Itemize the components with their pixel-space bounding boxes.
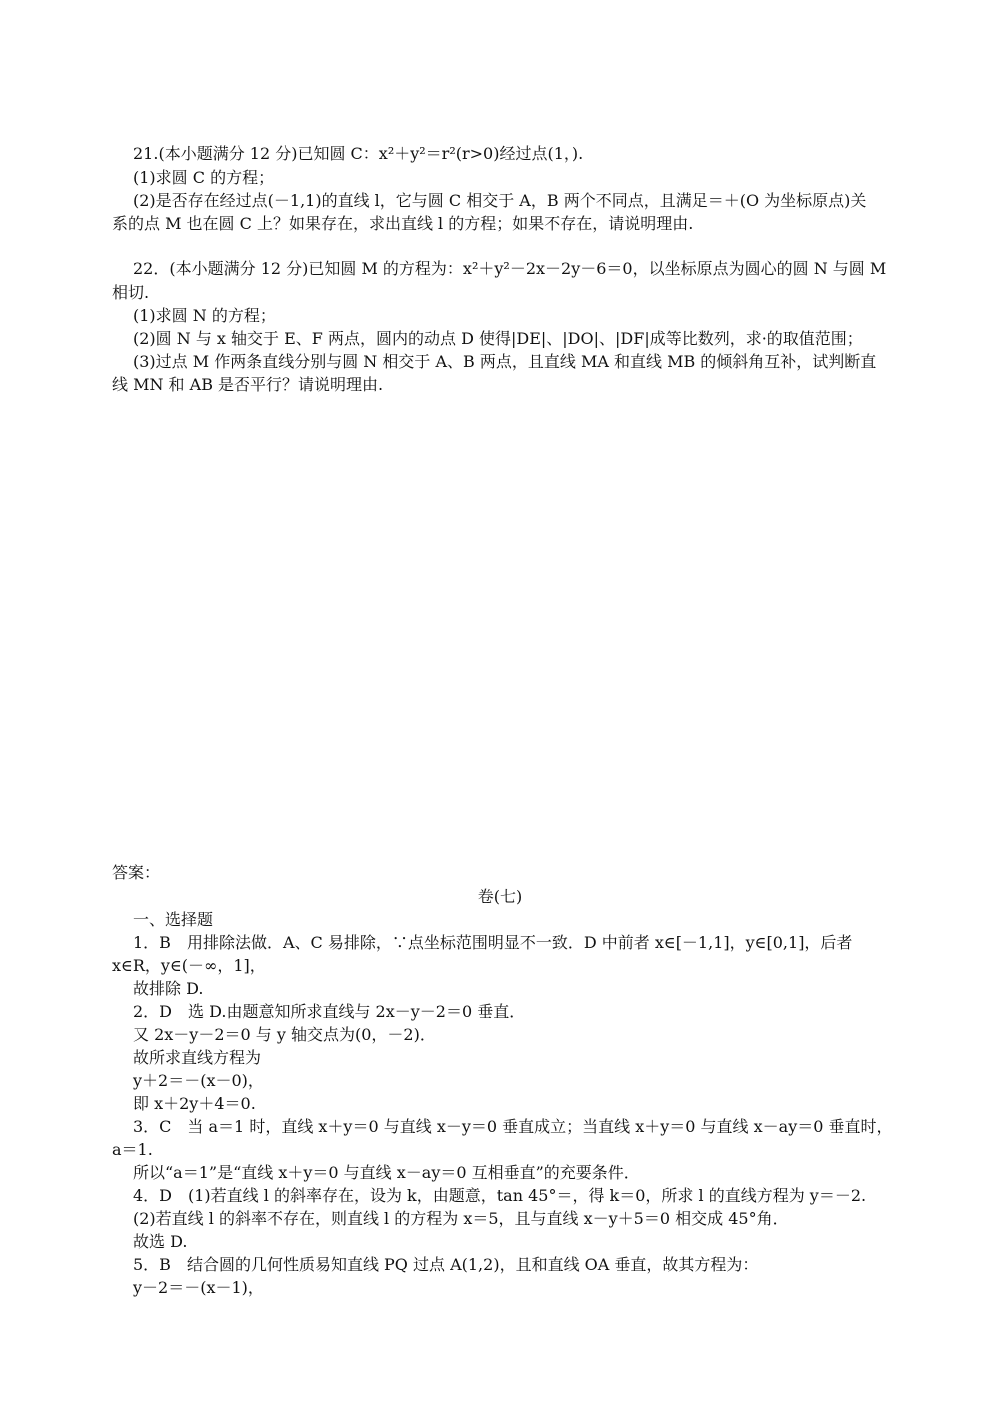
q22-stem-line2: 相切.	[112, 283, 150, 302]
answer-line: x∈R，y∈(－∞，1]，	[112, 956, 266, 975]
answer-line: y－2＝－(x－1)，	[133, 1278, 264, 1297]
answer-line: 1．B 用排除法做．A、C 易排除，∵点坐标范围明显不一致．D 中前者 x∈[－1,1]，y∈[0,1]，后者	[133, 933, 853, 952]
q22-part3-line1: (3)过点 M 作两条直线分别与圆 N 相交于 A、B 两点，且直线 MA 和直线 MB 的倾斜角互补，试判断直	[133, 352, 877, 371]
q21-part2-line1: (2)是否存在经过点(－1,1)的直线 l，它与圆 C 相交于 A，B 两个不同点，且满足＝＋(O 为坐标原点)关	[133, 191, 867, 210]
answer-line: 即 x＋2y＋4＝0.	[133, 1094, 256, 1113]
answer-line: 5．B 结合圆的几何性质易知直线 PQ 过点 A(1,2)，且和直线 OA 垂直，故其方程为：	[133, 1255, 759, 1274]
answer-line: 3．C 当 a＝1 时，直线 x＋y＝0 与直线 x－y＝0 垂直成立；当直线 x＋y＝0 与直线 x－ay＝0 垂直时，	[133, 1117, 893, 1136]
answer-line: 所以“a＝1”是“直线 x＋y＝0 与直线 x－ay＝0 互相垂直”的充要条件．	[133, 1163, 640, 1182]
q21-part2-line2: 系的点 M 也在圆 C 上？如果存在，求出直线 l 的方程；如果不存在，请说明理由.	[112, 214, 694, 233]
answers-title: 卷(七)	[477, 887, 523, 906]
q22-stem-line1: 22．(本小题满分 12 分)已知圆 M 的方程为：x²＋y²－2x－2y－6＝0，以坐标原点为圆心的圆 N 与圆 M	[133, 259, 887, 278]
q22-part1: (1)求圆 N 的方程；	[133, 306, 276, 325]
answers-label: 答案：	[112, 863, 161, 882]
q21-stem: 21.(本小题满分 12 分)已知圆 C：x²＋y²＝r²(r>0)经过点(1，).	[133, 144, 584, 163]
answer-line: (2)若直线 l 的斜率不存在，则直线 l 的方程为 x＝5，且与直线 x－y＋5＝0 相交成 45°角．	[133, 1209, 789, 1228]
answer-line: 又 2x－y－2＝0 与 y 轴交点为(0，－2)．	[133, 1025, 436, 1044]
answer-line: 故选 D.	[133, 1232, 188, 1251]
q22-part2: (2)圆 N 与 x 轴交于 E、F 两点，圆内的动点 D 使得|DE|、|DO|、|DF|成等比数列，求·的取值范围；	[133, 329, 863, 348]
answer-line: y＋2＝－(x－0)，	[133, 1071, 264, 1090]
answer-line: 故排除 D.	[133, 979, 204, 998]
answer-line: 故所求直线方程为	[133, 1048, 262, 1067]
answer-line: 4．D (1)若直线 l 的斜率存在，设为 k，由题意，tan 45°＝，得 k＝0，所求 l 的直线方程为 y＝－2.	[133, 1186, 867, 1205]
q21-part1: (1)求圆 C 的方程；	[133, 168, 275, 187]
answer-line: a＝1.	[112, 1140, 153, 1159]
q22-part3-line2: 线 MN 和 AB 是否平行？请说明理由.	[112, 375, 384, 394]
section-heading: 一、选择题	[133, 910, 214, 929]
answer-line: 2．D 选 D.由题意知所求直线与 2x－y－2＝0 垂直．	[133, 1002, 526, 1021]
